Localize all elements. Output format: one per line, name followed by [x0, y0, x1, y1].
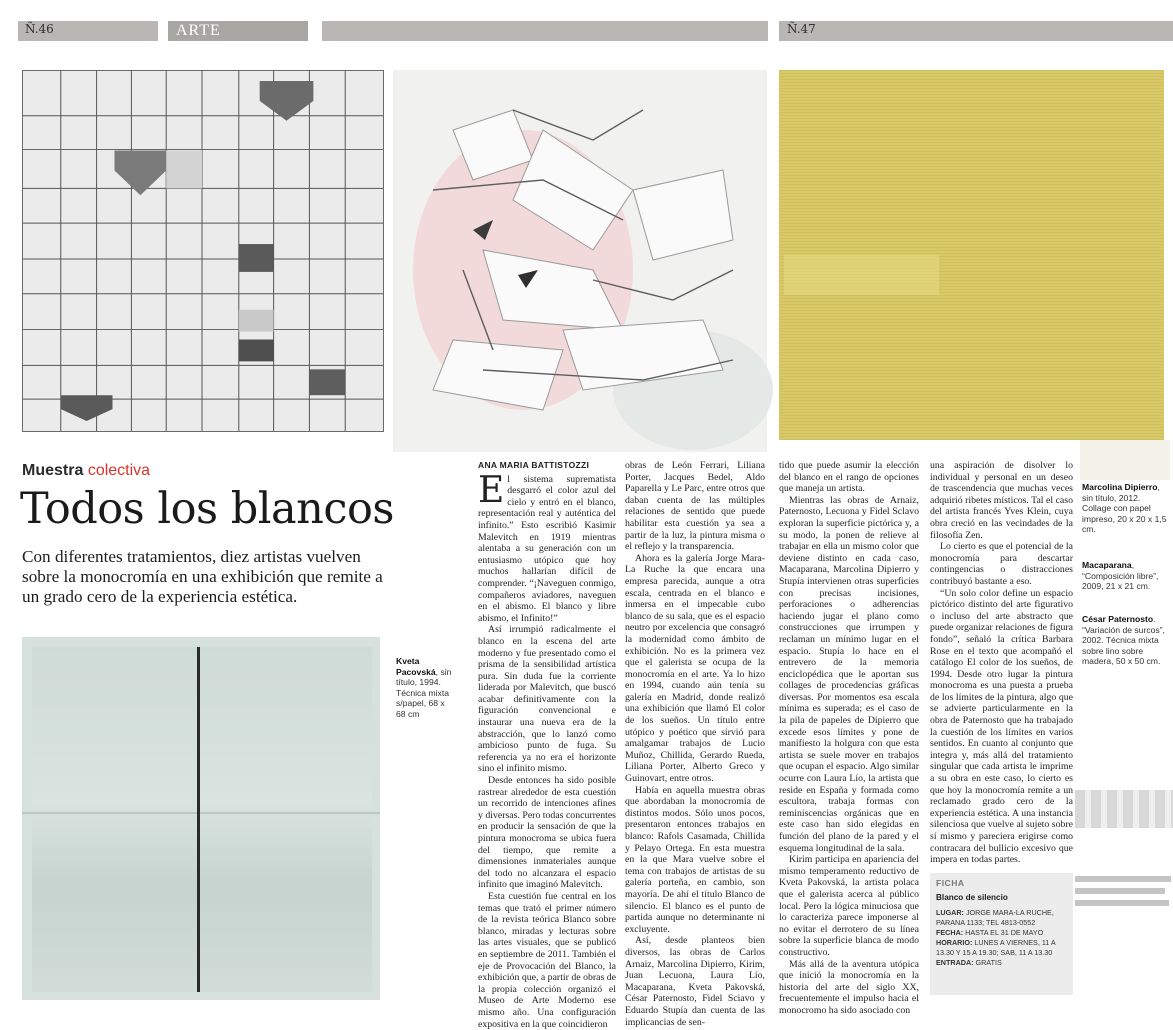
paragraph: “Un solo color define un espacio pictórico distinto del arte figurativo o incluso del arte abstracto que puede organizar relaciones de figura fondo”, señaló la crítica Barbara Rose en el texto que acompañó el catálogo El color de los sueños, de 1994. Desde otro lugar la pintura monocroma es una puesta a prueba de los límites de la pintura, algo que se advierte particularmente en la obra de Paternosto que ha trabajado la cuestión de los límites en varios sentidos. En cuanto al conjunto que integra y, más allá del tratamiento singular que cada artista le imprime a su obra en este caso, lo cierto es que hoy la monocromía remite a un reclamado grado cero de la experiencia estética. A una instancia silenciosa que vuelve al sujeto sobre sí mismo y pareciera erigirse como contracara del bullicio excesivo que impera en todas partes.	[930, 587, 1073, 866]
caption-marcolina-name: Marcolina Dipierro	[1082, 482, 1158, 492]
paragraph: Más allá de la aventura utópica que inició la monocromía en la historia del arte del siglo XX, frecuentemente el impulso hacia el monocromo ha sido asociado con	[779, 958, 919, 1016]
bleed-line	[1075, 876, 1171, 882]
page-number-right: Ñ.47	[787, 22, 816, 36]
paragraph: Lo cierto es que el potencial de la monocromía para descartar contingencias o distracciones contribuyó bastante a eso.	[930, 541, 1073, 587]
paragraph: tido que puede asumir la elección del blanco en el rango de opciones que maneja un artista.	[779, 460, 919, 495]
artwork-cut-paper-relief	[393, 70, 767, 452]
paragraph: Así, desde planteos bien diversos, las obras de Carlos Arnaiz, Marcolina Dipierro, Kirim, Juan Lecuona, Laura Lío, Macaparana, Kveta Pakovská, César Paternosto, Fidel Sciavo y Eduardo Stupía dan cuenta de las implicancias de sen-	[625, 935, 765, 1028]
info-horario: HORARIO: LUNES A VIERNES, 11 A 13.30 Y 15 A 19.30; SAB, 11 A 13.30	[936, 938, 1056, 957]
caption-kveta-text: , sin título, 1994. Técnica mixta s/papel, 68 x 68 cm	[396, 666, 452, 719]
header-bar-right	[779, 21, 1173, 41]
info-fecha: FECHA: HASTA EL 31 DE MAYO	[936, 928, 1044, 937]
article-byline: ANA MARIA BATTISTOZZI	[478, 460, 590, 470]
gold-light-band	[784, 255, 939, 295]
neighbor-page-bleed	[1075, 790, 1173, 828]
bleed-line	[1075, 900, 1169, 906]
aqua-canvas	[32, 647, 372, 992]
aqua-horizontal-fold	[22, 812, 380, 814]
article-headline: Todos los blancos	[20, 484, 394, 534]
article-kicker	[22, 462, 150, 480]
bleed-shape	[1075, 790, 1173, 828]
article-column-2	[625, 460, 765, 1028]
article-column-1	[478, 460, 616, 1030]
page-number-left: Ñ.46	[25, 22, 54, 36]
info-box-title: FICHA	[936, 878, 965, 888]
paragraph: obras de León Ferrari, Liliana Porter, Jacques Bedel, Aldo Paparella y Le Parc, entre otros que daban cuenta de las múltiples relaciones de sentido que puede habilitar esta cuestión ya sea a partir de la luz, la pintura misma o el reflejo y la transparencia.	[625, 460, 765, 553]
artwork-aqua-monochrome	[22, 637, 380, 1000]
article-column-3	[779, 460, 919, 1016]
drop-cap: E	[478, 469, 505, 511]
paragraph: Ahora es la galería Jorge Mara-La Ruche la que encara una empresa parecida, aunque a otra escala, centrada en el blanco e inmersa en el impecable cubo blanco de su sala, que es el espacio neutro por excelencia que consagró la modernidad como ámbito de exhibición. No es la primera vez que el galerista se ocupa de la monocromía en el arte. Ya lo hizo en 1994, cuando aún tenía su galería en Madrid, donde realizó una exhibición que llamó El color de los sueños. Un título entre utópico y poético que sirvió para amalgamar trabajos de Lucio Muñoz, Chillida, Gerardo Rueda, Liliana Porter, Alberto Greco y Guinovart, entre otros.	[625, 552, 765, 785]
caption-macaparana-text: , “Composición libre”, 2009, 21 x 21 cm.	[1082, 560, 1159, 591]
bleed-line	[1075, 888, 1165, 894]
info-lugar: LUGAR: JORGE MARA-LA RUCHE, PARANA 1133; TEL 4813-0552	[936, 908, 1054, 927]
caption-cesar	[1082, 614, 1170, 667]
paragraph: Había en aquella muestra obras que abordaban la monocromía de distintos modos. Sólo unos pocos, presentaron entonces trabajos en blanco: Rafols Casamada, Chillida y Pelayo Ortega. En esta muestra en la que Mara vuelve sobre el tema con trabajos de artistas de su galería porteña, en cambio, son mayoría. De ahí el título Blanco de silencio. El blanco es el punto de partida aunque no determinante ni excluyente.	[625, 784, 765, 935]
caption-kveta	[396, 656, 454, 719]
paragraph: Mientras las obras de Arnaiz, Paternosto, Lecuona y Fidel Sclavo exploran la superficie pictórica y, a su modo, la ponen de relieve al trabajar en ella un mismo color que deviene distinto en cada caso, Macaparana, Marcolina Dipierro y Stupía intervienen otras superficies con precisas incisiones, perforaciones o adherencias haciendo jugar el plano como construcciones que irrumpen y reclaman un mínimo lugar en el espacio. Stupía lo hace en el entrevero de la memoria enciclopédica que le aportan sus collages de procedencias gráficas diversas. Por momentos esa escala mínima es superada; es el caso de la pila de papeles de Dipierro que excede esos límites y pone de manifiesto la holgura con que esta artista se suele mover en trabajos que ocupan el espacio. Algo similar ocurre con Laura Lío, la artista que reside en España y formada como escultora, trabaja formas con reminiscencias orgánicas que en este caso han sido elegidas en función del plano de la pared y el esquema longitudinal de la sala.	[779, 494, 919, 854]
info-entrada: ENTRADA: GRATIS	[936, 958, 1002, 967]
paragraph: Kirim participa en apariencia del mismo temperamento reductivo de Kveta Pakovská, la artista polaca que el galerista acerca al público local. Pero la lógica minuciosa que lo caracteriza parece imponerse al no evitar el derrotero de su línea sobre la superficie blanca de modo constructivo.	[779, 854, 919, 958]
kicker-accent: colectiva	[87, 462, 151, 479]
kicker-main: Muestra	[22, 462, 84, 479]
paragraph: Así irrumpió radicalmente el blanco en la escena del arte moderno y fue presentado como el prisma de la sensibilidad artística pura. Sin duda fue la corriente liderada por Malevitch, que buscó acabar definitivamente con la figuración convencional e instaurar una nueva era de la abstracción, que lo lanzó como ambicioso punto de fuga. Su referencia ya no era el horizonte sino el infinito mismo.	[478, 624, 616, 775]
header-bar-middle	[322, 21, 768, 41]
article-column-4	[930, 460, 1073, 868]
paragraph: una aspiración de disolver lo individual y personal en un deseo de trascendencia que muchas veces adquirió ribetes místicos. Tal el caso del artista francés Yves Klein, cuya obra creció en las vecindades de la filosofía Zen.	[930, 460, 1073, 541]
aqua-vertical-line	[197, 647, 200, 992]
caption-kveta-name: Kveta Pacovská	[396, 656, 436, 677]
neighbor-page-bleed-text	[1075, 870, 1173, 912]
caption-background-strip	[1080, 440, 1170, 480]
caption-marcolina-text: , sin título, 2012. Collage con papel impreso, 20 x 20 x 1,5 cm.	[1082, 482, 1167, 534]
paragraph: Desde entonces ha sido posible rastrear alrededor de esta cuestión un recorrido de intenciones afines y diversas. Pero todas concurrentes en producir la sensación de que la pintura monocroma se ubica fuera del tiempo, que remite a dimensiones inmateriales aunque del todo no alcanzara el espacio infinito que imaginó Malevitch.	[478, 775, 616, 891]
caption-macaparana	[1082, 560, 1170, 592]
article-deck: Con diferentes tratamientos, diez artistas vuelven sobre la monocromía en una exhibición que remite a un grado cero de la experiencia estética.	[22, 547, 383, 606]
exhibition-info-box	[930, 873, 1073, 995]
artwork-gold-monochrome	[779, 70, 1164, 440]
artwork-grid-folds	[22, 70, 384, 432]
paragraph: Esta cuestión fue central en los temas que trató el primer número de la revista teórica Blanco sobre blanco, miradas y lecturas sobre las artes visuales, que se publicó en septiembre de 2011. También el eje de Provocación del Blanco, la exhibición que, a partir de obras de la propia colección organizó el Museo de Arte Moderno ese mismo año. Una configuración expositiva en la que coincidieron	[478, 890, 616, 1030]
caption-cesar-text: . “Variación de surcos”, 2002. Técnica mixta sobre lino sobre madera, 50 x 50 cm.	[1082, 614, 1165, 666]
caption-cesar-name: César Paternosto	[1082, 614, 1154, 624]
caption-marcolina	[1082, 482, 1170, 535]
caption-macaparana-name: Macaparana	[1082, 560, 1132, 570]
info-box-subtitle: Blanco de silencio	[936, 893, 1008, 902]
section-label: ARTE	[168, 21, 308, 41]
paragraph: El sistema suprematista desgarró el color azul del cielo y entró en el blanco, representación real y auténtica del infinito.” Esto escribió Kasimir Malevitch en 1919 mientras alentaba a su generación con un entusiasmo utópico que hoy muchos hallarían difícil de comprender. “¡Naveguen conmigo, compañeros aviadores, naveguen en el abismo. El blanco y libre abismo, el Infinito!”	[478, 469, 616, 624]
